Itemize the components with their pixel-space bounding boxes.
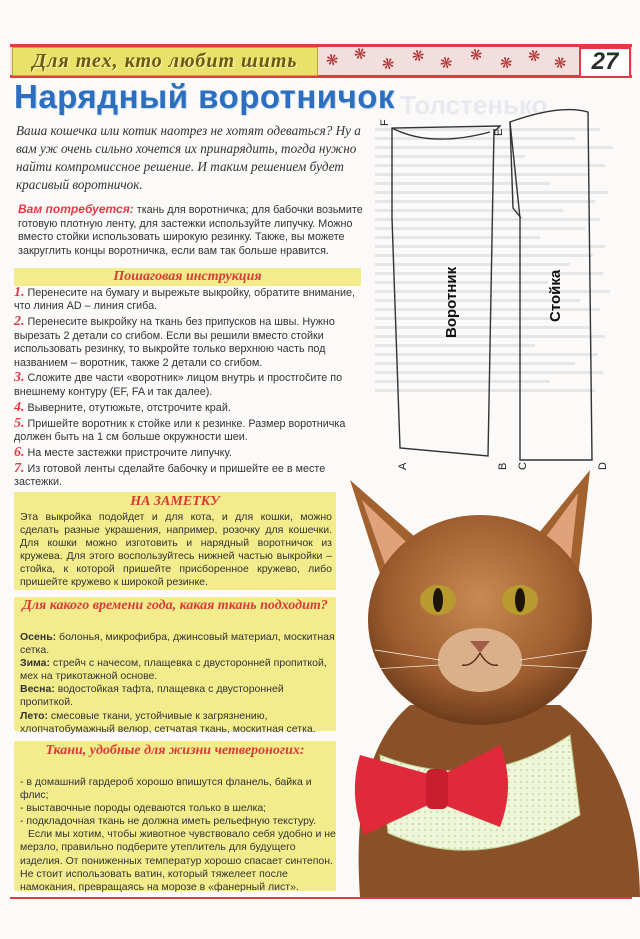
ghost-title: Толстенько <box>400 90 548 120</box>
collar-label: Воротник <box>443 266 460 338</box>
step-number: 1. <box>14 285 25 300</box>
fabric-title: Ткани, удобные для жизни четвероногих: <box>45 743 305 758</box>
bottom-rule <box>10 897 632 899</box>
step-item <box>14 417 364 445</box>
fabric-list <box>20 776 338 894</box>
page-number: 27 <box>579 47 631 78</box>
season-title: Для какого времени года, какая ткань подходит? <box>22 598 328 613</box>
pattern-point-D: D <box>597 462 609 470</box>
season-key: Весна: <box>20 683 55 696</box>
step-item <box>14 371 364 399</box>
fabric-line: Если мы хотим, чтобы животное чувствовало себя удобно и не мерзло, правильно подберите утеплитель для будущего изделия. От пониженных температур хорошо спасает синтепон. Не стоит использовать ватин, который тяжелеет после намокания, превращаясь на морозе в «фанерный лист». <box>20 828 336 893</box>
step-number: 7. <box>14 460 25 476</box>
paw-pattern <box>320 44 576 75</box>
step-number: 3. <box>14 370 25 386</box>
step-item <box>14 315 364 370</box>
season-item <box>20 631 338 657</box>
season-list <box>20 631 338 736</box>
page-title: Нарядный воротничок <box>14 78 395 115</box>
paw-icon: ❋ <box>468 45 485 66</box>
pattern-point-F: F <box>379 119 391 126</box>
cat-photo <box>320 455 640 897</box>
step-text: Перенесите выкройку на ткань без припусков на швы. Нужно вырезать 2 детали со сгибом. Если вы решили вместо стойки использовать резинку, то выкройте только верхнюю часть под названием – воротник, также 2 детали со сгибом. <box>14 316 335 369</box>
pattern-point-A: A <box>397 462 409 470</box>
step-number: 4. <box>14 399 25 415</box>
sewing-pattern <box>370 108 640 480</box>
note-text: Эта выкройка подойдет и для кота, и для кошки, можно сделать разные украшения, например, розочку для кошечки. Для кошки можно изготовить и нарядный воротничок из кружева. Для этого воспользуйтесь нижней частью выкройки – стойка, к которой пришейте присборенное кружево, либо пришейте кружево к широкой резинке. <box>20 511 332 589</box>
fabric-line: - в домашний гардероб хорошо впишутся фланель, байка и флис; <box>20 776 312 802</box>
paw-icon: ❋ <box>438 53 455 74</box>
season-value: стрейч с начесом, плащевка с двусторонней пропиткой, мех на трикотажной основе. <box>20 657 327 683</box>
step-text: На месте застежки пристрочите липучку. <box>27 446 232 459</box>
note-title: НА ЗАМЕТКУ <box>130 494 220 509</box>
collar-top-curve <box>392 128 490 139</box>
step-text: Сложите две части «воротник» лицом внутрь и простročите по внешнему контуру (EF, FA и так далее). <box>14 372 343 398</box>
step-number: 2. <box>14 314 25 330</box>
materials-lead: Вам потребуется: <box>18 202 134 216</box>
paw-icon: ❋ <box>324 50 341 71</box>
season-item <box>20 657 338 683</box>
pattern-point-C: C <box>517 462 529 470</box>
step-item <box>14 286 364 314</box>
step-text: Пришейте воротник к стойке или к резинке. Размер воротничка должен быть на 1 см больше окружности шеи. <box>14 417 346 444</box>
materials-text: ткань для воротничка; для бабочки возьмите готовую плотную ленту, для застежки используйте липучку. Можно вместо стойки использовать широкую резинку. Также, вы можете закруглить концы воротничка, если вам так больше нравится. <box>18 204 363 257</box>
paw-icon: ❋ <box>526 46 543 67</box>
pattern-point-E: E <box>493 128 505 136</box>
steps-list <box>14 286 364 491</box>
step-number: 5. <box>14 415 25 431</box>
materials-paragraph <box>18 203 363 258</box>
steps-header: Пошаговая инструкция <box>14 268 361 286</box>
step-item <box>14 401 364 415</box>
intro-text: Ваша кошечка или котик наотрез не хотят одеваться? Ну а вам уж очень сильно хочется их принарядить, тогда нужно найти компромиссное решение. И таким решением будет красивый воротничок. <box>16 123 361 192</box>
cat-head <box>368 515 592 725</box>
paw-icon: ❋ <box>498 53 515 74</box>
paw-icon: ❋ <box>380 54 397 75</box>
season-key: Лето: <box>20 709 48 722</box>
stand-label: Стойка <box>547 269 564 322</box>
fabric-line: - выставочные породы одеваются только в шелка; <box>20 802 267 815</box>
pattern-point-B: B <box>497 462 509 470</box>
paw-icon: ❋ <box>552 53 569 74</box>
season-item <box>20 683 338 709</box>
step-item <box>14 462 364 490</box>
step-text: Выверните, отутюжьте, отстрочите край. <box>27 401 231 414</box>
season-value: болонья, микрофибра, джинсовый материал, москитная сетка. <box>20 631 335 657</box>
paw-icon: ❋ <box>410 46 427 67</box>
step-item <box>14 446 364 460</box>
cat-muzzle <box>438 628 522 692</box>
step-text: Из готовой ленты сделайте бабочку и пришейте ее в месте застежки. <box>14 462 326 489</box>
season-value: смесовые ткани, устойчивые к загрязнению, хлопчатобумажный велюр, сетчатая ткань, москитная сетка. <box>20 709 316 735</box>
season-item <box>20 710 338 736</box>
paw-icon: ❋ <box>352 44 369 65</box>
fabric-line: - подкладочная ткань не должна иметь рельефную текстуру. <box>20 815 317 828</box>
season-key: Зима: <box>20 657 50 670</box>
step-text: Перенесите на бумагу и вырежьте выкройку, обратите внимание, что линия AD – линия сгиба. <box>14 287 356 313</box>
step-number: 6. <box>14 444 25 460</box>
season-value: водостойкая тафта, плащевка с двусторонней пропиткой. <box>20 683 284 709</box>
season-key: Осень: <box>20 631 57 643</box>
rubric-label: Для тех, кто любит шить <box>12 47 318 76</box>
